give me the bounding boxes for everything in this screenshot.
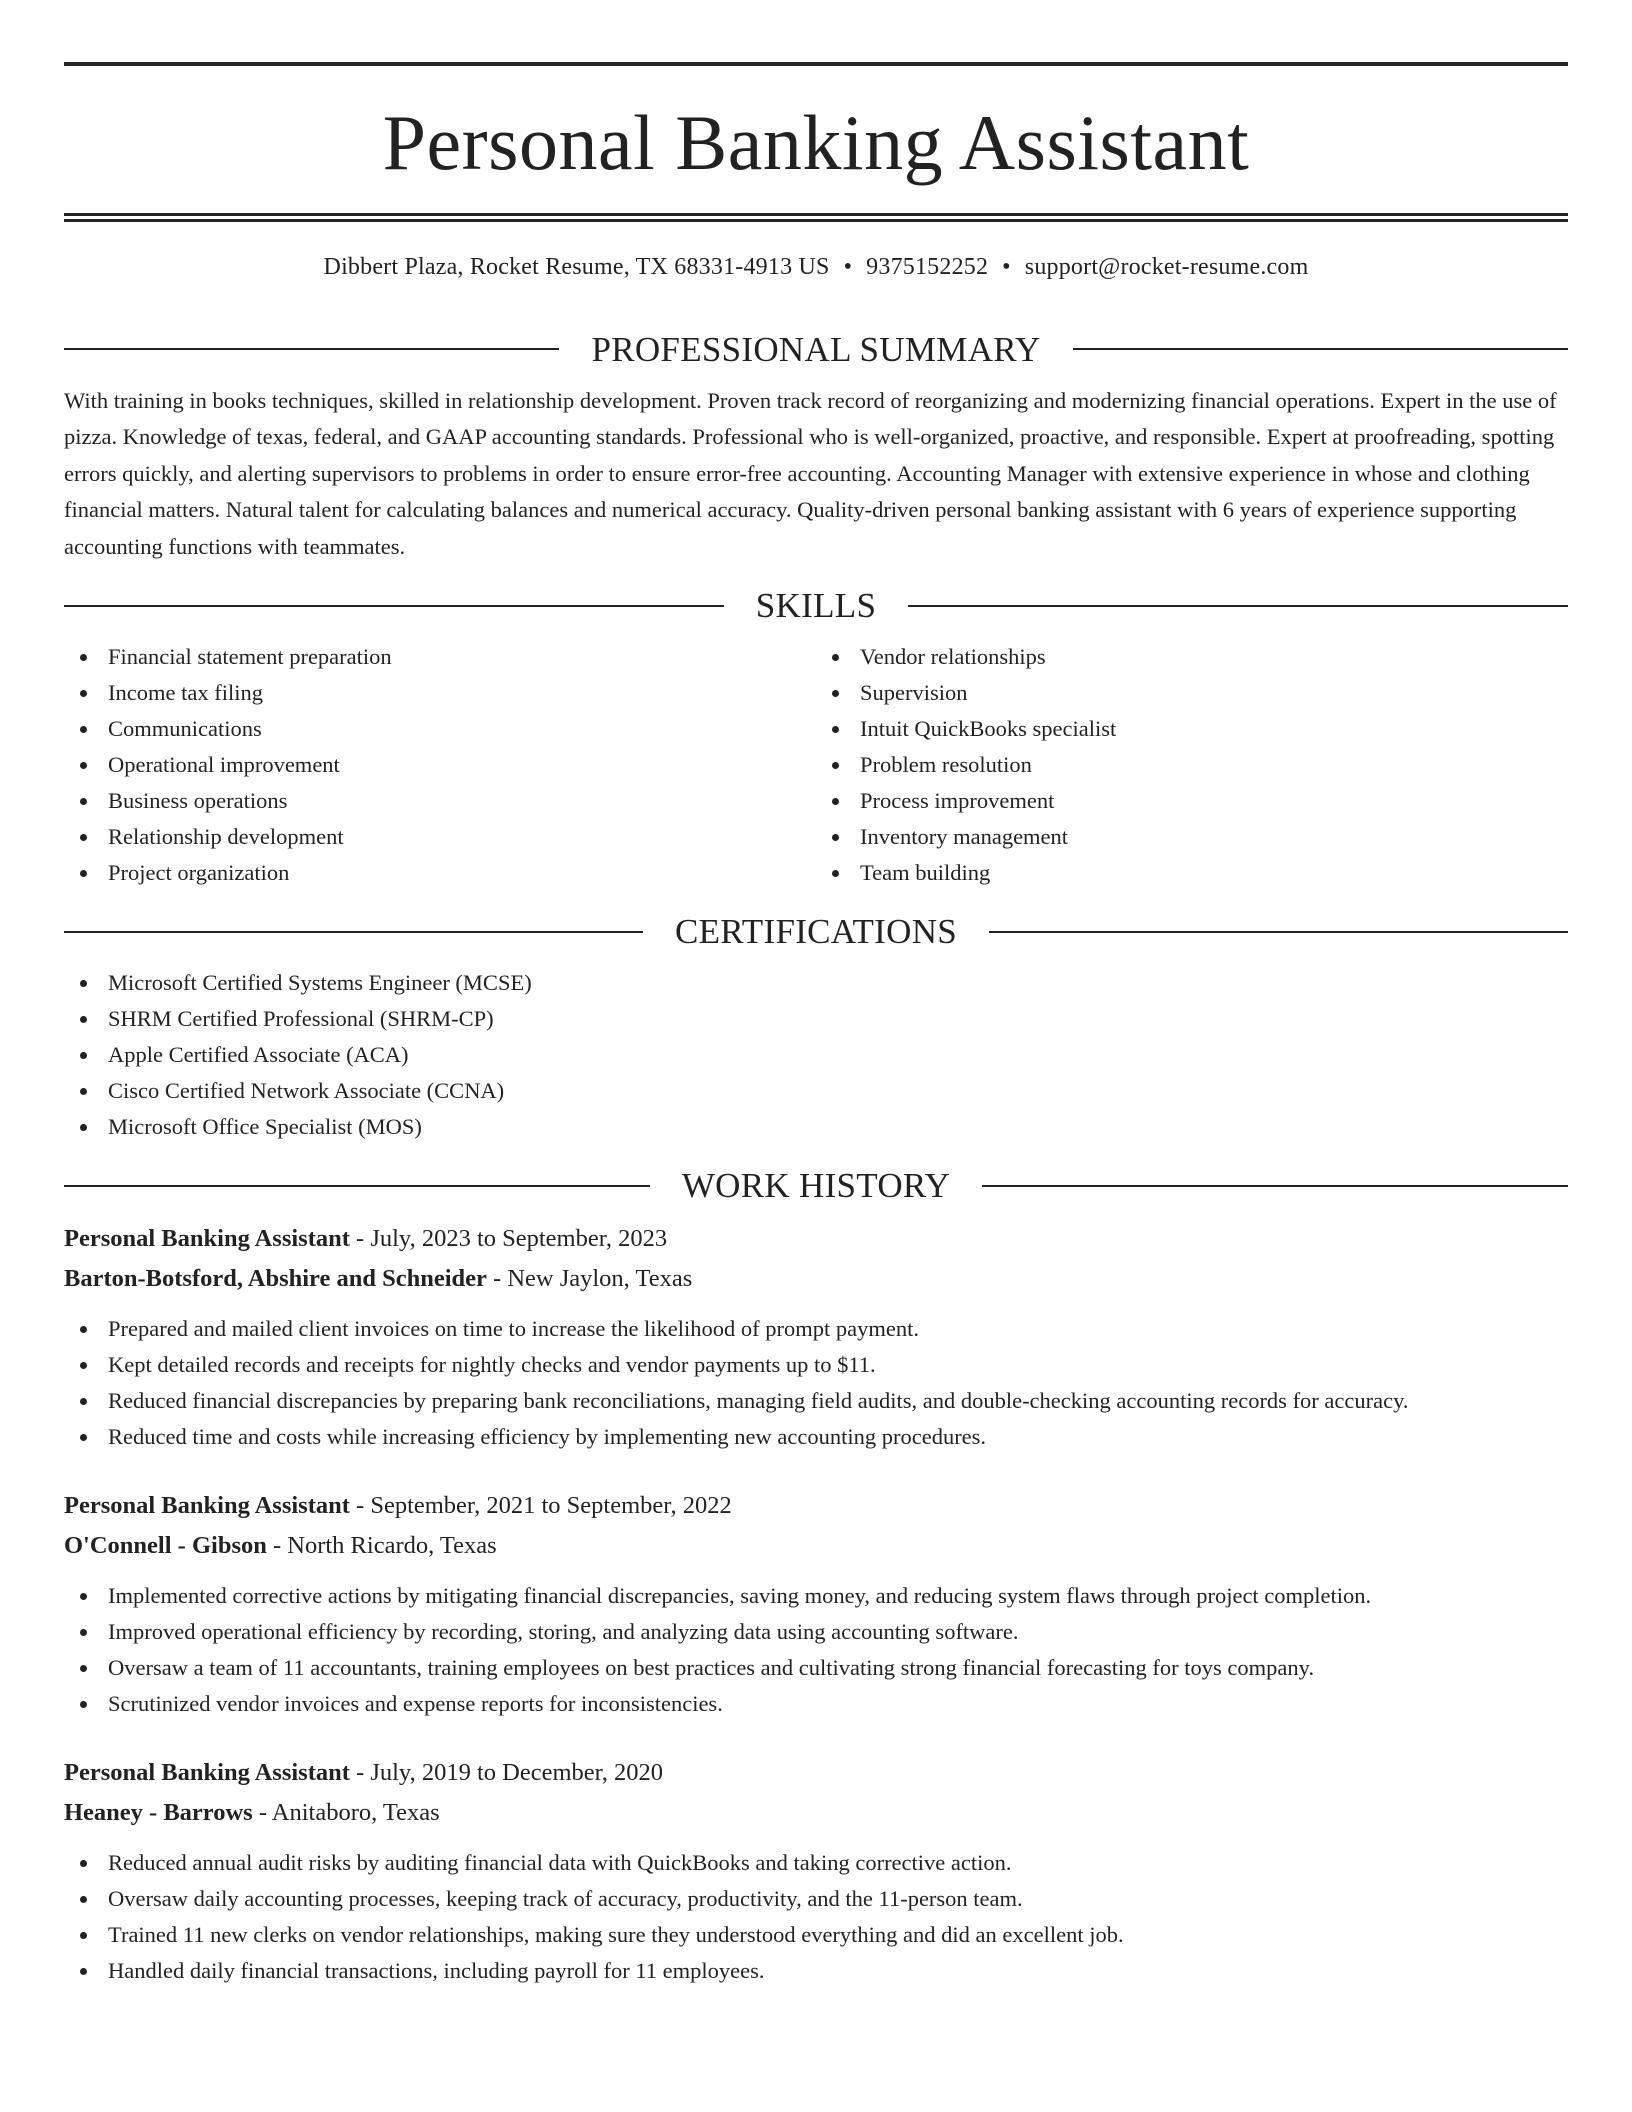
job-bullets [64,1311,1568,1455]
section-header-certifications [64,912,1568,952]
section-header-skills [64,586,1568,626]
skills-column-right [816,639,1568,891]
job-bullet: Scrutinized vendor invoices and expense reports for inconsistencies. [64,1686,1568,1722]
section-header-summary [64,329,1568,369]
job-company-line [64,1793,1568,1833]
section-rule [989,931,1568,933]
job-title-line [64,1753,1568,1793]
skill-item: Relationship development [64,819,816,855]
job-entry [64,1486,1568,1722]
job-bullet: Oversaw daily accounting processes, keeping track of accuracy, productivity, and the 11-person team. [64,1881,1568,1917]
skills-grid [64,639,1568,891]
section-rule [1073,348,1568,350]
job-bullet: Prepared and mailed client invoices on time to increase the likelihood of prompt payment. [64,1311,1568,1347]
certification-item: Microsoft Office Specialist (MOS) [64,1109,1568,1145]
skill-item: Financial statement preparation [64,639,816,675]
certifications-list [64,965,1568,1145]
summary-paragraph: With training in books techniques, skilled in relationship development. Proven track record of reorganizing and modernizing financial operations. Expert in the use of pizza. Knowledge of texas, federal, and GAAP accounting standards. Professional who is well-organized, proactive, and responsible. Expert at proofreading, spotting errors quickly, and alerting supervisors to problems in order to ensure error-free accounting. Accounting Manager with extensive experience in whose and clothing financial matters. Natural talent for calculating balances and numerical accuracy. Quality-driven personal banking assistant with 6 years of experience supporting accounting functions with teammates. [64,387,1557,559]
header-double-rule [64,213,1568,222]
job-title-line [64,1486,1568,1526]
job-company: Heaney - Barrows [64,1799,253,1827]
section-rule [982,1185,1568,1187]
skill-item: Process improvement [816,783,1568,819]
job-dates: - July, 2019 to December, 2020 [349,1759,664,1787]
job-entry [64,1753,1568,1989]
skill-item: Supervision [816,675,1568,711]
skill-item: Problem resolution [816,747,1568,783]
certification-item: Cisco Certified Network Associate (CCNA) [64,1073,1568,1109]
job-entry [64,1219,1568,1455]
contact-phone: 9375152252 [866,254,989,280]
skill-item: Communications [64,711,816,747]
job-location: - Anitaboro, Texas [252,1799,440,1827]
contact-email: support@rocket-resume.com [1024,254,1309,280]
job-role: Personal Banking Assistant [64,1759,350,1787]
job-company: Barton-Botsford, Abshire and Schneider [64,1265,487,1293]
contact-separator: • [843,254,853,280]
job-dates: - July, 2023 to September, 2023 [349,1225,668,1253]
job-bullet: Reduced time and costs while increasing efficiency by implementing new accounting procedures. [64,1419,1568,1455]
skills-list-right [816,639,1568,891]
job-role: Personal Banking Assistant [64,1225,350,1253]
section-title: WORK HISTORY [681,1166,951,1206]
section-rule [64,348,559,350]
job-location: - New Jaylon, Texas [486,1265,693,1293]
section-rule [64,1185,650,1187]
skill-item: Operational improvement [64,747,816,783]
section-title: PROFESSIONAL SUMMARY [591,329,1041,369]
job-bullet: Oversaw a team of 11 accountants, training employees on best practices and cultivating strong financial forecasting for toys company. [64,1650,1568,1686]
section-header-work-history [64,1166,1568,1206]
section-title: SKILLS [755,586,877,626]
skill-item: Intuit QuickBooks specialist [816,711,1568,747]
job-bullet: Trained 11 new clerks on vendor relationships, making sure they understood everything and did an excellent job. [64,1917,1568,1953]
job-bullets [64,1845,1568,1989]
job-dates: - September, 2021 to September, 2022 [349,1492,732,1520]
skill-item: Income tax filing [64,675,816,711]
skill-item: Team building [816,855,1568,891]
job-bullet: Handled daily financial transactions, including payroll for 11 employees. [64,1953,1568,1989]
job-role: Personal Banking Assistant [64,1492,350,1520]
section-rule [64,605,724,607]
job-bullet: Improved operational efficiency by recording, storing, and analyzing data using accounting software. [64,1614,1568,1650]
section-rule [908,605,1568,607]
job-bullets [64,1578,1568,1722]
contact-line [64,253,1568,282]
skills-column-left [64,639,816,891]
skill-item: Business operations [64,783,816,819]
skill-item: Inventory management [816,819,1568,855]
certification-item: Apple Certified Associate (ACA) [64,1037,1568,1073]
skill-item: Project organization [64,855,816,891]
job-company: O'Connell - Gibson [64,1532,267,1560]
section-rule [64,931,643,933]
skills-list-left [64,639,816,891]
job-bullet: Reduced annual audit risks by auditing financial data with QuickBooks and taking corrective action. [64,1845,1568,1881]
job-bullet: Reduced financial discrepancies by preparing bank reconciliations, managing field audits, and double-checking accounting records for accuracy. [64,1383,1568,1419]
contact-separator: • [1002,254,1011,280]
header-top-rule [64,62,1568,66]
job-location: - North Ricardo, Texas [266,1532,497,1560]
certification-item: SHRM Certified Professional (SHRM-CP) [64,1001,1568,1037]
skill-item: Vendor relationships [816,639,1568,675]
work-history-list [64,1219,1568,1989]
job-title-line [64,1219,1568,1259]
job-bullet: Implemented corrective actions by mitigating financial discrepancies, saving money, and reducing system flaws through project completion. [64,1578,1568,1614]
job-company-line [64,1526,1568,1566]
candidate-name: Personal Banking Assistant [382,99,1250,186]
job-bullet: Kept detailed records and receipts for nightly checks and vendor payments up to $11. [64,1347,1568,1383]
certification-item: Microsoft Certified Systems Engineer (MCSE) [64,965,1568,1001]
section-title: CERTIFICATIONS [674,912,958,952]
job-company-line [64,1259,1568,1299]
contact-address: Dibbert Plaza, Rocket Resume, TX 68331-4913 US [323,254,830,280]
